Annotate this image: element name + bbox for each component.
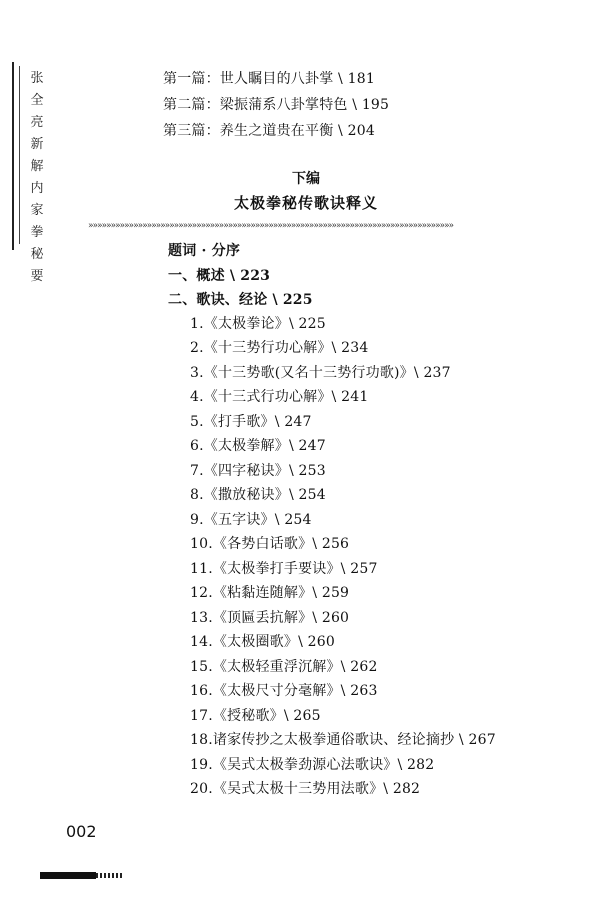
part-title: 太极拳秘传歌诀释义	[233, 194, 378, 212]
toc-item: 8.《撒放秘诀》\ 254	[190, 487, 326, 503]
side-title-char: 解	[30, 159, 44, 174]
toc-item: 5.《打手歌》\ 247	[190, 414, 312, 430]
toc-entry: 第二篇：梁振蒲系八卦掌特色 \ 195	[163, 97, 390, 113]
side-title-char: 内	[30, 181, 44, 196]
spine-rule-inner	[19, 66, 20, 244]
toc-item: 17.《授秘歌》\ 265	[190, 708, 321, 724]
toc-item: 3.《十三势歌(又名十三势行功歌)》\ 237	[190, 365, 451, 381]
toc-item: 16.《太极尺寸分毫解》\ 263	[190, 683, 378, 699]
toc-item: 2.《十三势行功心解》\ 234	[190, 340, 369, 356]
toc-item: 9.《五字诀》\ 254	[190, 512, 312, 528]
side-title-char: 要	[30, 269, 44, 284]
side-title-char: 亮	[30, 115, 44, 130]
toc-item: 7.《四字秘诀》\ 253	[190, 463, 326, 479]
toc-item: 11.《太极拳打手要诀》\ 257	[190, 561, 378, 577]
toc-item: 6.《太极拳解》\ 247	[190, 438, 326, 454]
toc-item: 19.《吴式太极拳劲源心法歌诀》\ 282	[190, 757, 435, 773]
toc-item: 13.《顶匾丢抗解》\ 260	[190, 610, 350, 626]
spine-rule	[12, 62, 14, 250]
part-label: 下编	[292, 171, 320, 187]
toc-item: 12.《粘黏连随解》\ 259	[190, 585, 350, 601]
section-heading: 二、歌诀、经论 \ 225	[168, 292, 313, 308]
toc-item: 1.《太极拳论》\ 225	[190, 316, 326, 332]
footer-bar	[40, 872, 96, 879]
toc-item: 4.《十三式行功心解》\ 241	[190, 389, 369, 405]
side-title-char: 家	[30, 203, 44, 218]
side-title-char: 张	[30, 71, 44, 86]
divider-rule: »»»»»»»»»»»»»»»»»»»»»»»»»»»»»»»»»»»»»»»»»»»»»»»»»»»»»»»»»»»»»»»»»»»»»»»»»»»»»»»»»	[88, 221, 454, 231]
side-title-char: 秘	[30, 247, 44, 262]
section-heading: 题词 · 分序	[168, 243, 241, 259]
side-title-char: 拳	[30, 225, 44, 240]
toc-item: 20.《吴式太极十三势用法歌》\ 282	[190, 781, 421, 797]
toc-item: 18.诸家传抄之太极拳通俗歌诀、经论摘抄 \ 267	[190, 732, 496, 748]
toc-entry: 第三篇：养生之道贵在平衡 \ 204	[163, 123, 375, 139]
side-title-char: 新	[30, 137, 44, 152]
toc-item: 15.《太极轻重浮沉解》\ 262	[190, 659, 378, 675]
toc-entry: 第一篇：世人瞩目的八卦掌 \ 181	[163, 71, 375, 87]
section-heading: 一、概述 \ 223	[168, 268, 271, 284]
page-number: 002	[66, 822, 97, 841]
side-title-char: 全	[30, 93, 44, 108]
toc-item: 14.《太极圈歌》\ 260	[190, 634, 335, 650]
footer-bar-tail	[96, 873, 122, 878]
toc-item: 10.《各势白话歌》\ 256	[190, 536, 350, 552]
